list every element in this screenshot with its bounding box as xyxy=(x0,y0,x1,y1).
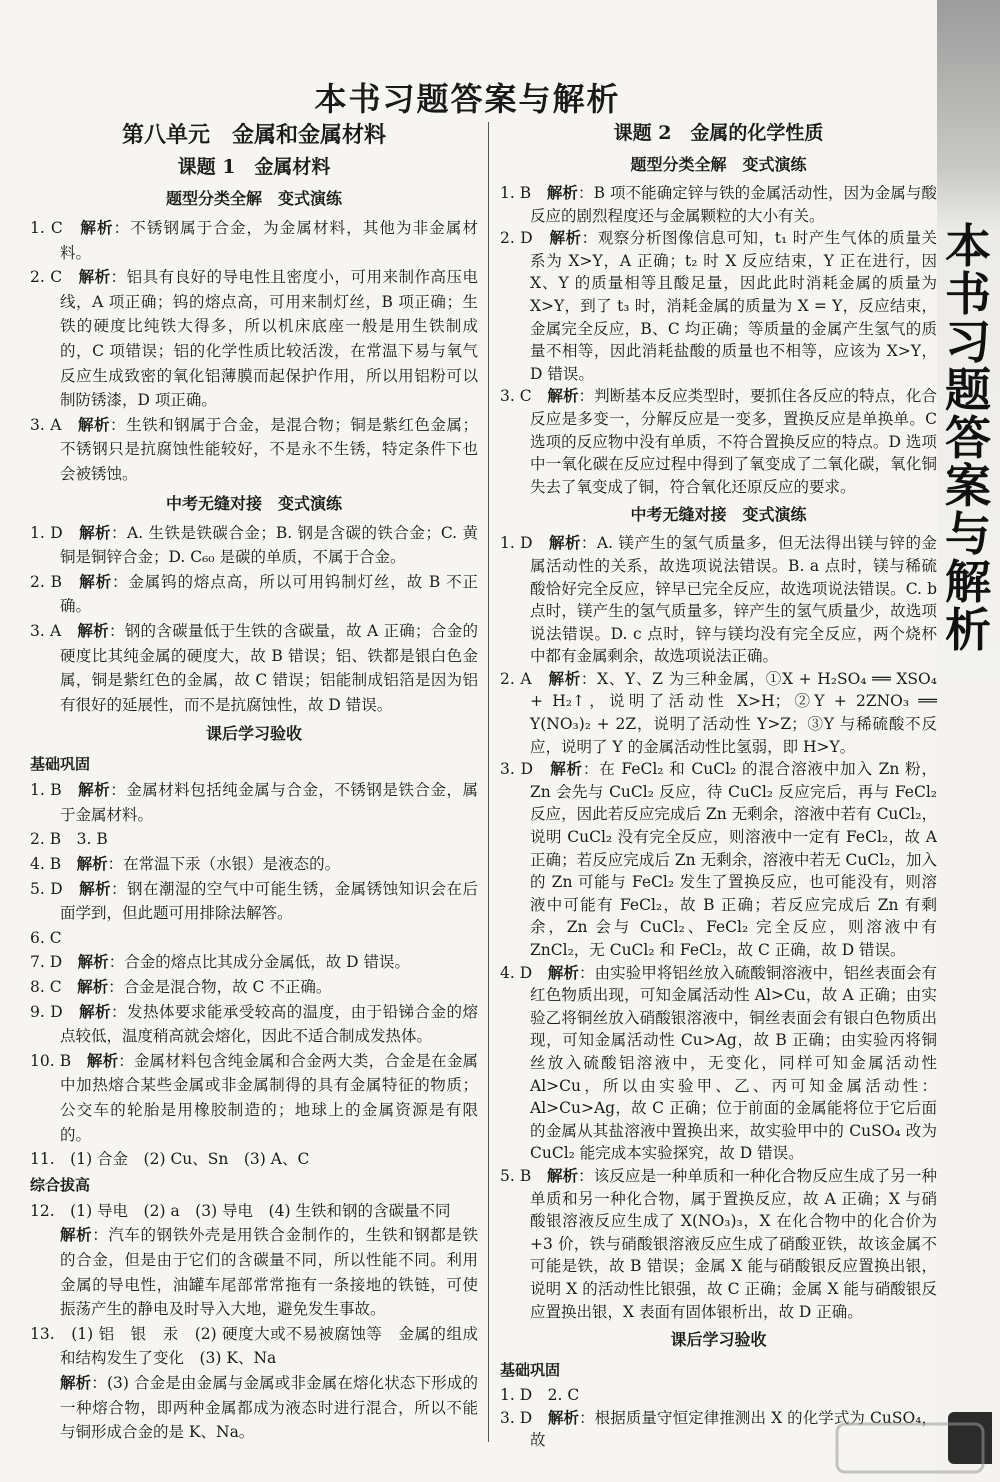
answer-item: 2. B 解析：金属钨的熔点高，所以可用钨制灯丝，故 B 不正确。 xyxy=(30,571,478,616)
analysis-label: 解析 xyxy=(78,267,111,287)
analysis-label: 解析 xyxy=(550,759,583,779)
analysis-label: 解析 xyxy=(76,854,108,874)
answer-number: 2. C xyxy=(30,268,63,287)
answer-text: A. 镁产生的氢气质量多，但无法得出镁与锌的金属活动性的关系，故选项说法错误。B. a 点时，镁与稀硫酸恰好完全反应，锌早已完全反应，故选项说法错误。C. b 点时，镁产生的氢气质量多，锌产生的氢气质量少，故选项说法错误。D. c 点时，锌与镁均没有完全反应，两个烧杯中都有金属剩余，故选项说法正确。 xyxy=(530,534,937,666)
analysis-label: 解析 xyxy=(547,1407,580,1427)
answer-number: 2. D xyxy=(500,229,533,248)
analysis-label: 解析 xyxy=(77,952,109,972)
answer-text: 钢在潮湿的空气中可能生锈，金属锈蚀知识会在后面学到，但此题可用排除法解答。 xyxy=(60,879,478,923)
section-heading: 题型分类全解 变式演练 xyxy=(165,189,342,208)
analysis-label: 解析 xyxy=(60,1225,93,1245)
answer-number: 7. D xyxy=(30,953,63,972)
answer-item: 2. A 解析：X、Y、Z 为三种金属，①X + H₂SO₄ ══ XSO₄ + H₂↑，说明了活动性 X>H；②Y + 2ZNO₃ ══ Y(NO₃)₂ + 2Z，说明了活动性 Y>Z；③Y 与稀硫酸不反应，说明了 Y 的金属活动性比氢弱，即 H>Y。 xyxy=(500,668,937,756)
unit-heading: 第八单元 金属和金属材料 xyxy=(121,122,386,148)
side-tab-char: 题 xyxy=(945,363,991,417)
answer-number: 1. B xyxy=(500,184,532,202)
analysis-label: 解析 xyxy=(77,414,111,434)
analysis-label: 解析 xyxy=(79,522,112,542)
answer-text: B 项不能确定锌与铁的金属活动性，因为金属与酸反应的剧烈程度还与金属颗粒的大小有关。 xyxy=(530,184,937,225)
answer-number: 3. D xyxy=(500,760,533,779)
answer-item: 9. D 解析：发热体要求能承受较高的温度，由于铅锑合金的熔点较低，温度稍高就会熔化，因此不适合制成发热体。 xyxy=(30,1001,478,1046)
answer-text: 由实验甲将铝丝放入硫酸铜溶液中，铝丝表面会有红色物质出现，可知金属活动性 Al>Cu，故 A 正确；由实验乙将铜丝放入硝酸银溶液中，铜丝表面会有银白色物质出现，可知金属活动性 Cu>Ag，故 B 正确；由实验丙将铜丝放入硫酸铝溶液中，无变化，同样可知金属活动性 Al>Cu，所以由实验甲、乙、丙可知金属活动性：Al>Cu>Ag，故 C 正确；位于前面的金属能将位于它后面的金属从其盐溶液中置换出来，故实验甲中的 CuSO₄ 改为 CuCl₂ 能完成本实验探究，故 D 错误。 xyxy=(530,963,937,1163)
answer-text: 该反应是一种单质和一种化合物反应生成了另一种单质和另一种化合物，属于置换反应，故 A 正确；X 与硝酸银溶液反应生成了 X(NO₃)₃，X 在化合物中的化合价为 +3 价，铁与硝酸银溶液反应生成了硝酸亚铁，故该金属不可能是铁，故 B 错误；金属 X 能与硝酸银反应置换出银，说明 X 的活动性比银强，故 C 正确；金属 X 能与硝酸银反应置换出银，X 表面有固体银析出，故 D 正确。 xyxy=(530,1166,937,1321)
side-tab-title xyxy=(942,219,994,657)
answer-item: 7. D 解析：合金的熔点比其成分金属低，故 D 错误。 xyxy=(30,952,410,972)
answer-text: 汽车的钢铁外壳是用铁合金制作的，生铁和钢都是铁的合金，但是由于它们的含碳量不同，所以性能不同。利用金属的导电性，油罐车尾部常常拖有一条接地的铁链，可使振荡产生的静电及时导入大地，避免发生事故。 xyxy=(60,1226,478,1319)
answer-item: 10. B 解析：金属材料包含纯金属和合金两大类，合金是在金属中加热熔合某些金属或非金属制得的具有金属特征的物质；公交车的轮胎是用橡胶制造的；地球上的金属资源是有限的。 xyxy=(30,1050,478,1144)
answer-text: 判断基本反应类型时，要抓住各反应的特点，化合反应是多变一，分解反应是一变多，置换反应是单换单。C 选项的反应物中没有单质，不符合置换反应的特点。D 选项中一氧化碳在反应过程中得到了氧变成了二氧化碳，氧化铜失去了氧变成了铜，符合氧化还原反应的要求。 xyxy=(530,387,937,496)
column-divider xyxy=(488,122,489,1442)
analysis-label: 解析 xyxy=(78,780,111,800)
answer-item: 5. D 解析：钢在潮湿的空气中可能生锈，金属锈蚀知识会在后面学到，但此题可用排除法解答。 xyxy=(30,878,478,923)
answer-number: 4. D xyxy=(500,963,533,982)
answer-number: 1. B xyxy=(30,781,62,800)
answer-item: 3. A 解析：钢的含碳量低于生铁的含碳量，故 A 正确；合金的硬度比其纯金属的硬度大，故 B 错误；铝、铁都是银白色金属，铜是紫红色的金属，故 C 错误；铝能制成铝箔是因为铝有很好的延展性，而不是抗腐蚀性，故 D 错误。 xyxy=(30,620,478,714)
analysis-label: 解析 xyxy=(60,1372,92,1392)
analysis-label: 解析 xyxy=(80,218,114,237)
answer-text: 发热体要求能承受较高的温度，由于铅锑合金的熔点较低，温度稍高就会熔化，因此不适合制成发热体。 xyxy=(60,1002,478,1046)
answer-item: 3. D 解析：根据质量守恒定律推测出 X 的化学式为 CuSO₄，故 xyxy=(500,1407,937,1450)
answer-number: 5. B xyxy=(500,1166,532,1185)
watermark-logo xyxy=(835,1420,985,1476)
answer-text: 铝具有良好的导电性且密度小，可用来制作高压电线，A 项正确；钨的熔点高，可用来制灯丝，B 项正确；生铁的硬度比纯铁大得多，所以机床底座一般是用生铁制成的，C 项错误；铝的化学性质比较活泼，在常温下易与氧气反应生成致密的氧化铝薄膜而起保护作用，所以用铝粉可以制防锈漆，D 项正确。 xyxy=(60,268,478,410)
answer-item xyxy=(30,926,478,951)
answer-item: 1. B 解析：B 项不能确定锌与铁的金属活动性，因为金属与酸反应的剧烈程度还与金属颗粒的大小有关。 xyxy=(500,183,937,225)
answer-number: 3. A xyxy=(30,621,62,640)
side-tab-char: 本 xyxy=(945,219,991,273)
answer-item: 3. A 解析：生铁和钢属于合金，是混合物；铜是紫红色金属；不锈钢只是抗腐蚀性能较好，不是永不生锈，特定条件下也会被锈蚀。 xyxy=(30,414,478,483)
answer-number: 10. B xyxy=(30,1051,72,1070)
answer-number: 1. C xyxy=(30,219,63,237)
analysis-label: 解析 xyxy=(79,878,112,898)
analysis-label: 解析 xyxy=(86,1050,119,1070)
answer-item: 4. D 解析：由实验甲将铝丝放入硫酸铜溶液中，铝丝表面会有红色物质出现，可知金属活动性 Al>Cu，故 A 正确；由实验乙将铜丝放入硝酸银溶液中，铜丝表面会有银白色物质出现，可知金属活动性 Cu>Ag，故 B 正确；由实验丙将铜丝放入硫酸铝溶液中，无变化，同样可知金属活动性 Al>Cu，所以由实验甲、乙、丙可知金属活动性：Al>Cu>Ag，故 C 正确；位于前面的金属能将位于它后面的金属从其盐溶液中置换出来，故实验甲中的 CuSO₄ 改为 CuCl₂ 能完成本实验探究，故 D 错误。 xyxy=(500,962,937,1163)
answer-item: 1. D 解析：A. 生铁是铁碳合金；B. 钢是含碳的铁合金；C. 黄铜是铜锌合金；D. C₆₀ 是碳的单质，不属于合金。 xyxy=(30,522,478,567)
answer-text: 生铁和钢属于合金，是混合物；铜是紫红色金属；不锈钢只是抗腐蚀性能较好，不是永不生锈，特定条件下也会被锈蚀。 xyxy=(60,415,478,483)
answer-text: 合金是混合物，故 C 不正确。 xyxy=(123,978,332,997)
answer-number: 1. D xyxy=(30,523,63,542)
answer-text: (3) 合金是由金属与金属或非金属在熔化状态下形成的一种熔合物，即两种金属都成为液态时进行混合，所以不能与铜形成合金的是 K、Na。 xyxy=(60,1373,478,1442)
answer-number: 2. B 3. B xyxy=(30,830,108,849)
answer-number: 2. A xyxy=(500,669,532,688)
answer-text: (1) 导电 (2) a (3) 导电 (4) 生铁和钢的含碳量不同 xyxy=(70,1201,451,1220)
side-tab-char: 习 xyxy=(945,315,991,369)
answer-item xyxy=(30,827,478,852)
section-heading: 课后学习验收 xyxy=(670,1330,767,1350)
answer-number: 5. D xyxy=(30,879,63,898)
answer-number: 9. D xyxy=(30,1002,63,1021)
answer-item: 4. B 解析：在常温下汞（水银）是液态的。 xyxy=(30,854,341,874)
answer-text: 金属材料包括纯金属与合金，不锈钢是铁合金，属于金属材料。 xyxy=(60,781,478,824)
answer-number: 13. xyxy=(30,1324,55,1343)
right-column xyxy=(500,118,937,1452)
lesson-heading: 课题 2 金属的化学性质 xyxy=(613,122,824,144)
answer-number: 6. C xyxy=(30,928,62,947)
answer-text: 观察分析图像信息可知，t₁ 时产生气体的质量关系为 X>Y，A 正确；t₂ 时 X 反应结束，Y 正在进行，因 X、Y 的质量相等且酸足量，因此此时消耗金属的质量为 X>Y，到了 t₃ 时，消耗金属的质量为 X = Y，反应结束，金属完全反应，B、C 均正确；等质量的金属产生氢气的质量不相等，因此消耗盐酸的质量也不相等，应该为 X>Y，D 错误。 xyxy=(530,229,937,383)
analysis-label: 解析 xyxy=(549,533,581,553)
answer-item: 5. B 解析：该反应是一种单质和一种化合物反应生成了另一种单质和另一种化合物，属于置换反应，故 A 正确；X 与硝酸银溶液反应生成了 X(NO₃)₃，X 在化合物中的化合价为 +3 价，铁与硝酸银溶液反应生成了硝酸亚铁，故该金属不可能是铁，故 B 错误；金属 X 能与硝酸银反应置换出银，说明 X 的活动性比银强，故 C 正确；金属 X 能与硝酸银反应置换出银，X 表面有固体银析出，故 D 正确。 xyxy=(500,1165,937,1321)
subsection-heading: 综合拔高 xyxy=(30,1175,91,1194)
side-tab-char: 析 xyxy=(945,603,991,657)
answer-text: 金属钨的熔点高，所以可用钨制灯丝，故 B 不正确。 xyxy=(60,572,478,616)
answer-item xyxy=(30,1147,478,1172)
analysis-label: 解析 xyxy=(77,620,109,640)
answer-number: 4. B xyxy=(30,855,62,874)
subsection-heading: 基础巩固 xyxy=(30,755,91,774)
answer-number: 3. D xyxy=(500,1408,533,1427)
answer-text: X、Y、Z 为三种金属，①X + H₂SO₄ ══ XSO₄ + H₂↑，说明了活动性 X>H；②Y + 2ZNO₃ ══ Y(NO₃)₂ + 2Z，说明了活动性 Y>Z；③Y 与稀硫酸不反应，说明了 Y 的金属活动性比氢弱，即 H>Y。 xyxy=(530,669,937,756)
page-title: 本书习题答案与解析 xyxy=(314,80,621,118)
answer-item: 1. B 解析：金属材料包括纯金属与合金，不锈钢是铁合金，属于金属材料。 xyxy=(30,780,478,824)
side-tab-char: 与 xyxy=(945,507,991,561)
analysis-label: 解析 xyxy=(79,1001,112,1021)
answer-text: 不锈钢属于合金，为金属材料，其他为非金属材料。 xyxy=(60,219,478,262)
answer-text: 合金的熔点比其成分金属低，故 D 错误。 xyxy=(124,953,410,972)
answer-number: 3. C xyxy=(500,387,532,406)
answer-number: 2. B xyxy=(30,572,62,591)
side-tab-char: 解 xyxy=(945,555,991,609)
section-heading: 课后学习验收 xyxy=(205,724,302,744)
answer-item: 解析：(3) 合金是由金属与金属或非金属在熔化状态下形成的一种熔合物，即两种金属都成为液态时进行混合，所以不能与铜形成合金的是 K、Na。 xyxy=(60,1372,478,1442)
answer-item: 3. C 解析：判断基本反应类型时，要抓住各反应的特点，化合反应是多变一，分解反应是一变多，置换反应是单换单。C 选项的反应物中没有单质，不符合置换反应的特点。D 选项中一氧化碳在反应过程中得到了氧变成了二氧化碳，氧化铜失去了氧变成了铜，符合氧化还原反应的要求。 xyxy=(500,386,937,496)
answer-text: (1) 合金 (2) Cu、Sn (3) A、C xyxy=(70,1150,310,1169)
answer-item xyxy=(30,1199,478,1224)
answer-item: 解析：汽车的钢铁外壳是用铁合金制作的，生铁和钢都是铁的合金，但是由于它们的含碳量不同，所以性能不同。利用金属的导电性，油罐车尾部常常拖有一条接地的铁链，可使振荡产生的静电及时导入大地，避免发生事故。 xyxy=(60,1225,478,1319)
side-tab-char: 案 xyxy=(945,459,991,513)
analysis-label: 解析 xyxy=(547,962,579,982)
analysis-label: 解析 xyxy=(546,183,578,202)
subsection-heading: 基础巩固 xyxy=(500,1361,561,1380)
answer-item: 1. C 解析：不锈钢属于合金，为金属材料，其他为非金属材料。 xyxy=(30,218,478,262)
analysis-label: 解析 xyxy=(549,228,582,248)
section-heading: 中考无缝对接 变式演练 xyxy=(165,493,342,513)
answer-text: A. 生铁是铁碳合金；B. 钢是含碳的铁合金；C. 黄铜是铜锌合金；D. C₆₀ 是碳的单质，不属于合金。 xyxy=(60,523,478,567)
answer-number: 3. A xyxy=(30,415,62,434)
analysis-label: 解析 xyxy=(547,386,579,406)
analysis-label: 解析 xyxy=(548,668,581,688)
answer-number: 11. xyxy=(30,1150,55,1169)
answer-item: 2. D 解析：观察分析图像信息可知，t₁ 时产生气体的质量关系为 X>Y，A 正确；t₂ 时 X 反应结束，Y 正在进行，因 X、Y 的质量相等且酸足量，因此此时消耗金属的质量为 X>Y，到了 t₃ 时，消耗金属的质量为 X = Y，反应结束，金属完全反应，B、C 均正确；等质量的金属产生氢气的质量不相等，因此消耗盐酸的质量也不相等，应该为 X>Y，D 错误。 xyxy=(500,228,937,383)
answer-text: 在 FeCl₂ 和 CuCl₂ 的混合溶液中加入 Zn 粉，Zn 会先与 CuCl₂ 反应，待 CuCl₂ 反应完后，再与 FeCl₂ 反应，因此若反应完成后 Zn 无剩余，溶液中若有 CuCl₂，说明 CuCl₂ 没有完全反应，则溶液中一定有 FeCl₂，故 A 正确；若反应完成后 Zn 无剩余，溶液中若无 CuCl₂，加入的 Zn 可能与 FeCl₂ 发生了置换反应，也可能没有，则溶液中可能有 FeCl₂，故 B 正确；若反应完成后 Zn 有剩余，Zn 会与 CuCl₂、FeCl₂ 完全反应，则溶液中有 ZnCl₂，无 CuCl₂ 和 FeCl₂，故 C 正确，故 D 错误。 xyxy=(530,760,937,959)
answer-number: 12. xyxy=(30,1201,55,1220)
analysis-label: 解析 xyxy=(79,571,112,591)
answer-item: 1. D 解析：A. 镁产生的氢气质量多，但无法得出镁与锌的金属活动性的关系，故选项说法错误。B. a 点时，镁与稀硫酸恰好完全反应，锌早已完全反应，故选项说法错误。C. b 点时，镁产生的氢气质量多，锌产生的氢气质量少，故选项说法错误。D. c 点时，锌与镁均没有完全反应，两个烧杯中都有金属剩余，故选项说法正确。 xyxy=(500,533,937,666)
answer-text: 钢的含碳量低于生铁的含碳量，故 A 正确；合金的硬度比其纯金属的硬度大，故 B 错误；铝、铁都是银白色金属，铜是紫红色的金属，故 C 错误；铝能制成铝箔是因为铝有很好的延展性，而不是抗腐蚀性，故 D 错误。 xyxy=(60,621,478,714)
answer-number: 8. C xyxy=(30,978,62,997)
answer-number: 1. D xyxy=(500,534,533,553)
lesson-heading: 课题 1 金属材料 xyxy=(177,156,331,178)
answer-text: 在常温下汞（水银）是液态的。 xyxy=(123,855,341,874)
left-column xyxy=(30,118,478,1445)
answer-text: (1) 铝 银 汞 (2) 硬度大或不易被腐蚀等 金属的组成和结构发生了变化 (3) K、Na xyxy=(60,1324,478,1368)
analysis-label: 解析 xyxy=(546,1165,579,1185)
answer-item xyxy=(500,1384,937,1407)
answer-item: 3. D 解析：在 FeCl₂ 和 CuCl₂ 的混合溶液中加入 Zn 粉，Zn 会先与 CuCl₂ 反应，待 CuCl₂ 反应完后，再与 FeCl₂ 反应，因此若反应完成后 Zn 无剩余，溶液中若有 CuCl₂，说明 CuCl₂ 没有完全反应，则溶液中一定有 FeCl₂，故 A 正确；若反应完成后 Zn 无剩余，溶液中若无 CuCl₂，加入的 Zn 可能与 FeCl₂ 发生了置换反应，也可能没有，则溶液中可能有 FeCl₂，故 B 正确；若反应完成后 Zn 有剩余，Zn 会与 CuCl₂、FeCl₂ 完全反应，则溶液中有 ZnCl₂，无 CuCl₂ 和 FeCl₂，故 C 正确，故 D 错误。 xyxy=(500,759,937,959)
answer-item: 8. C 解析：合金是混合物，故 C 不正确。 xyxy=(30,977,332,997)
side-tab-char: 答 xyxy=(945,411,991,465)
section-heading: 中考无缝对接 变式演练 xyxy=(630,505,807,525)
analysis-label: 解析 xyxy=(77,977,109,997)
answer-item xyxy=(30,1322,478,1371)
section-heading: 题型分类全解 变式演练 xyxy=(630,155,807,174)
answer-item: 2. C 解析：铝具有良好的导电性且密度小，可用来制作高压电线，A 项正确；钨的熔点高，可用来制灯丝，B 项正确；生铁的硬度比纯铁大得多，所以机床底座一般是用生铁制成的，C 项错误；铝的化学性质比较活泼，在常温下易与氧气反应生成致密的氧化铝薄膜而起保护作用，所以用铝粉可以制防锈漆，D 项正确。 xyxy=(30,267,478,410)
answer-text: 金属材料包含纯金属和合金两大类，合金是在金属中加热熔合某些金属或非金属制得的具有金属特征的物质；公交车的轮胎是用橡胶制造的；地球上的金属资源是有限的。 xyxy=(60,1051,478,1144)
answer-text: 根据质量守恒定律推测出 X 的化学式为 CuSO₄，故 xyxy=(530,1408,937,1450)
side-tab-char: 书 xyxy=(945,267,991,321)
answer-number: 1. D 2. C xyxy=(500,1386,580,1405)
